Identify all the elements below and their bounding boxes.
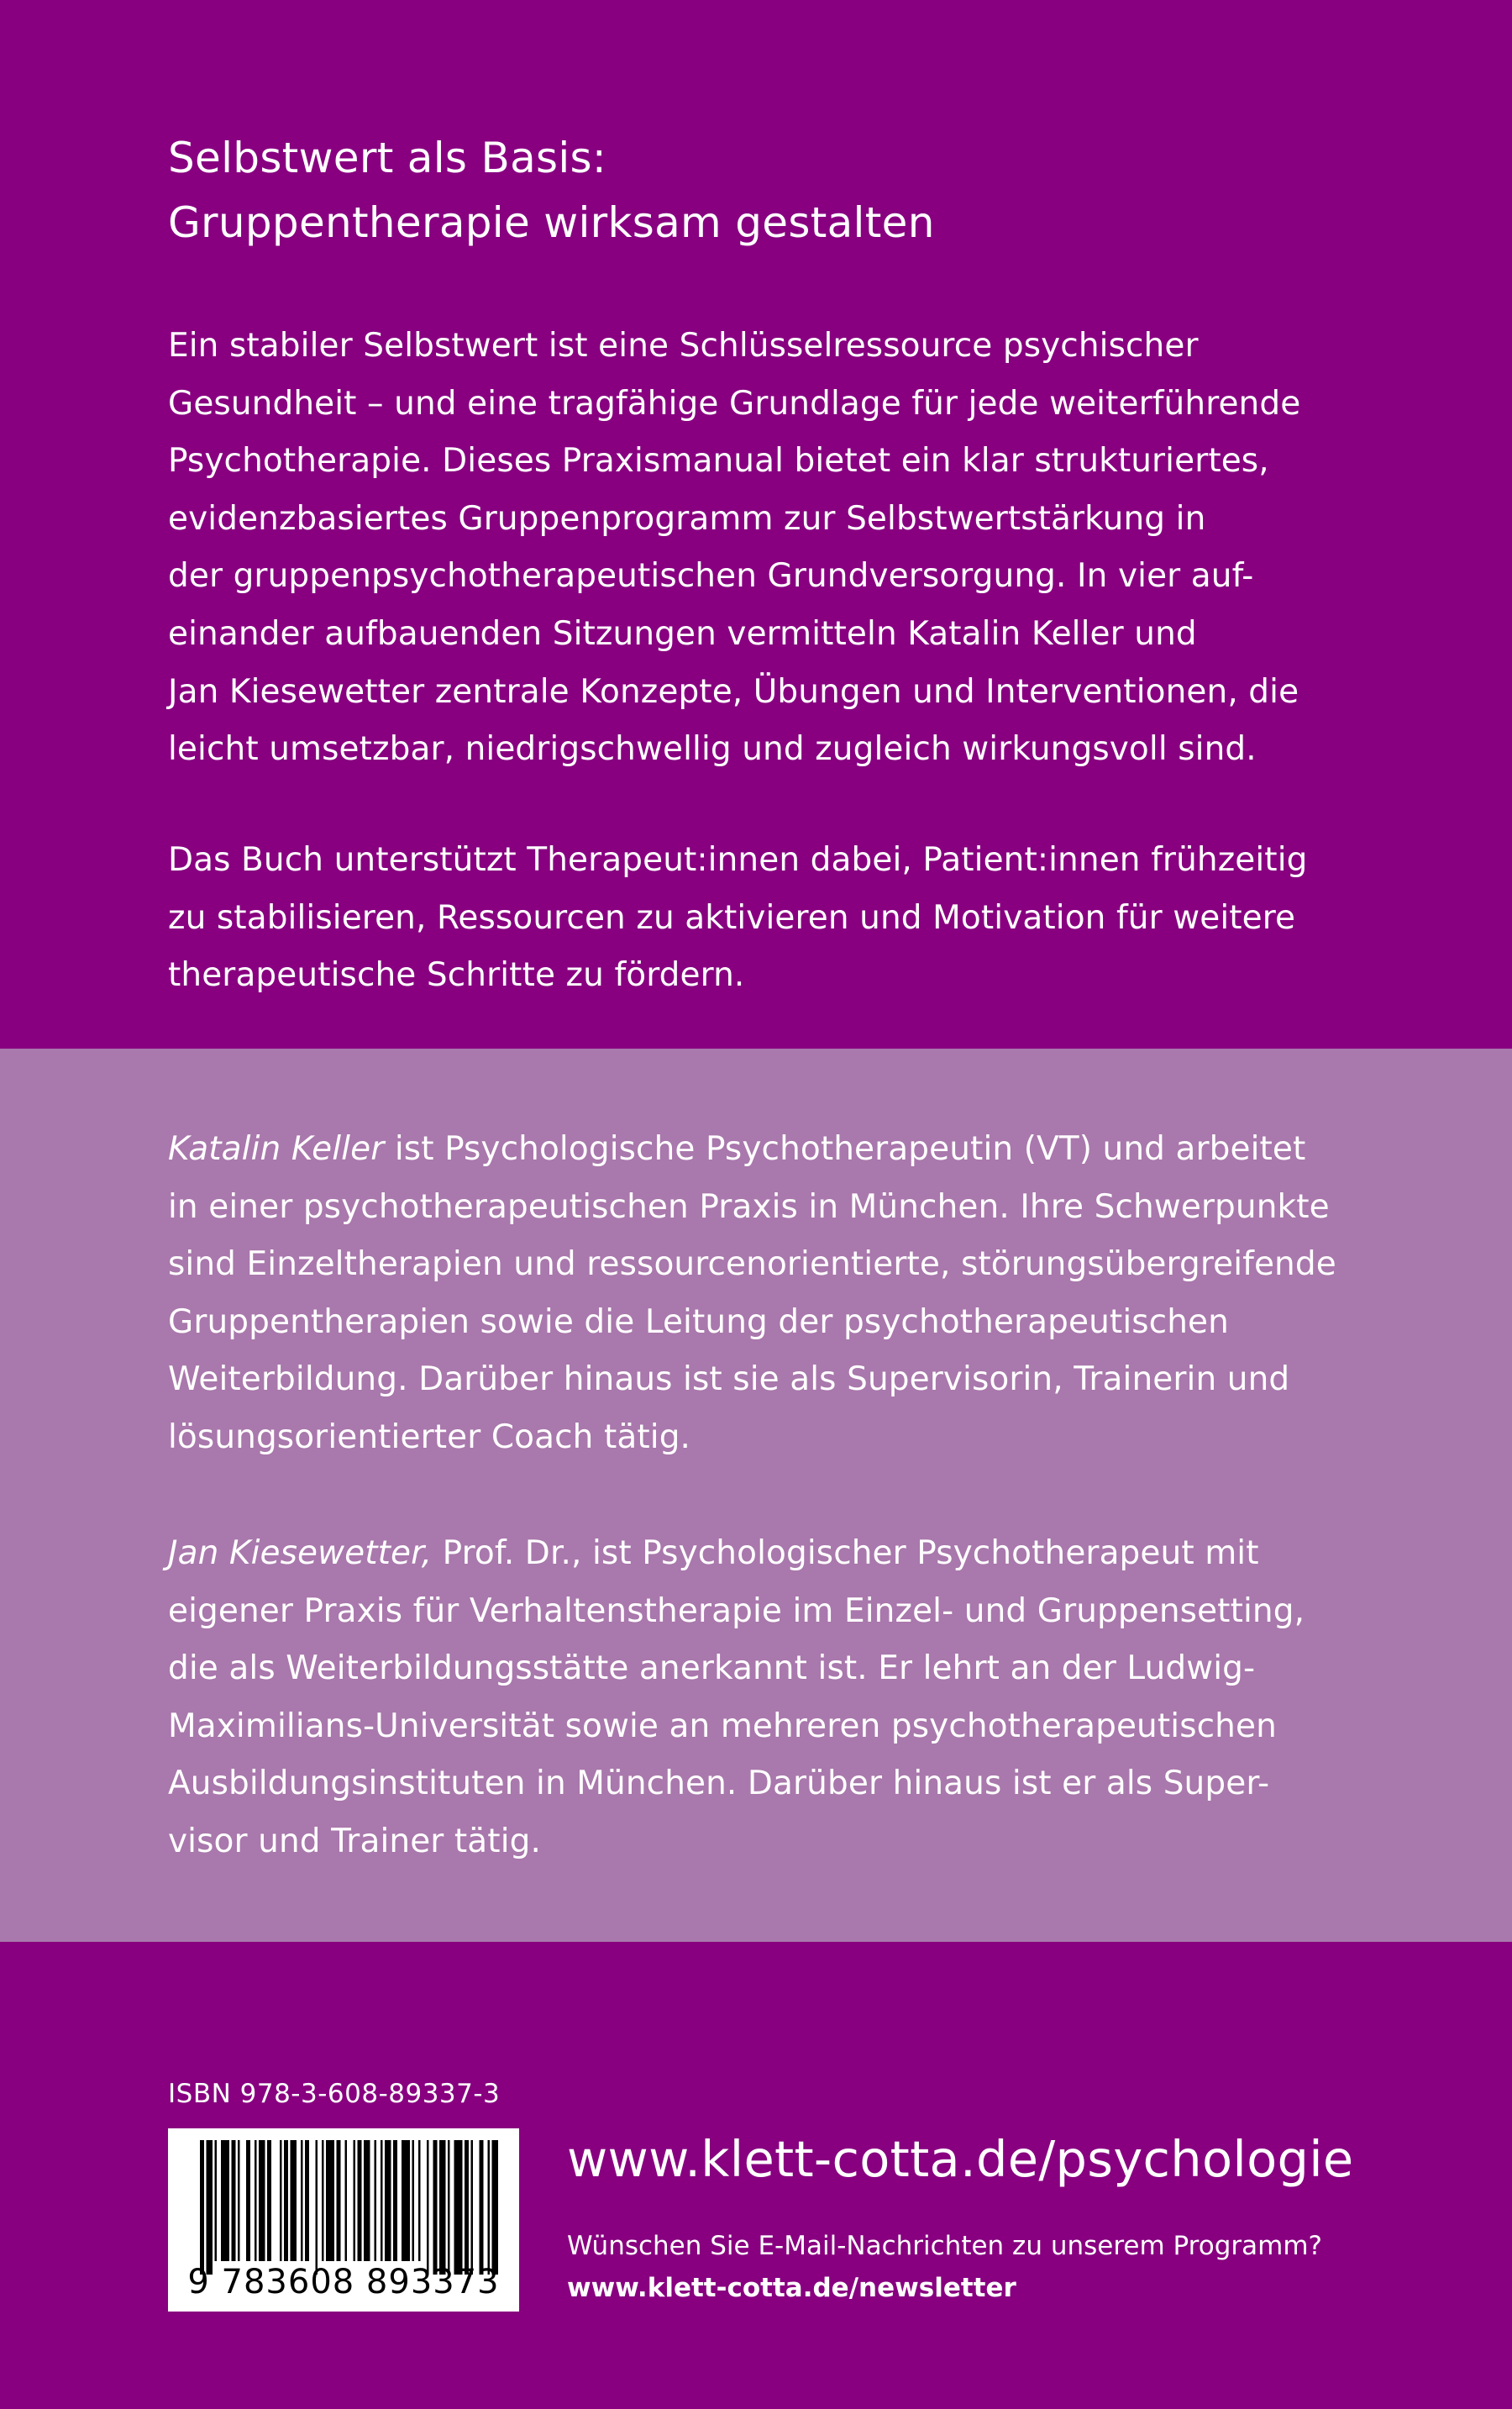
heading-line-1: Selbstwert als Basis: bbox=[168, 134, 607, 182]
barcode-digits: 9 783608 893373 bbox=[187, 2263, 500, 2301]
author2-line: eigener Praxis für Verhaltenstherapie im Einzel- und Gruppensetting, bbox=[168, 1591, 1305, 1630]
intro-line: Jan Kiesewetter zentrale Konzepte, Übungen und Interventionen, die bbox=[168, 672, 1299, 711]
author1-line: in einer psychotherapeutischen Praxis in München. Ihre Schwerpunkte bbox=[168, 1187, 1330, 1226]
intro-line: evidenzbasiertes Gruppenprogramm zur Selbstwertstärkung in bbox=[168, 499, 1206, 538]
author2-first-line-text: Prof. Dr., ist Psychologischer Psychotherapeut mit bbox=[432, 1534, 1259, 1572]
intro-line: leicht umsetzbar, niedrigschwellig und zugleich wirkungsvoll sind. bbox=[168, 730, 1257, 769]
newsletter-question: Wünschen Sie E-Mail-Nachrichten zu unserem Programm? bbox=[567, 2231, 1322, 2261]
author1-first-line-text: ist Psychologische Psychotherapeutin (VT) und arbeitet bbox=[384, 1130, 1306, 1168]
intro-paragraph bbox=[168, 318, 1394, 779]
author2-line: die als Weiterbildungsstätte anerkannt ist. Er lehrt an der Ludwig- bbox=[168, 1649, 1256, 1688]
author2-line: Ausbildungsinstituten in München. Darüber hinaus ist er als Super- bbox=[168, 1765, 1270, 1803]
intro-line: Psychotherapie. Dieses Praxismanual bietet ein klar strukturiertes, bbox=[168, 442, 1269, 481]
author1-first-line bbox=[168, 1121, 1394, 1179]
newsletter-link[interactable]: www.klett-cotta.de/newsletter bbox=[567, 2273, 1016, 2303]
author1-line: sind Einzeltherapien und ressourcenorientierte, störungsübergreifende bbox=[168, 1245, 1336, 1284]
support-line: Das Buch unterstützt Therapeut:innen dabei, Patient:innen frühzeitig bbox=[168, 841, 1308, 879]
author2-bio bbox=[168, 1525, 1394, 1871]
publisher-website-link[interactable]: www.klett-cotta.de/psychologie bbox=[567, 2130, 1354, 2188]
isbn-label: ISBN 978-3-608-89337-3 bbox=[168, 2079, 501, 2109]
author2-name: Jan Kiesewetter, bbox=[168, 1534, 433, 1572]
intro-line: der gruppenpsychotherapeutischen Grundversorgung. In vier auf- bbox=[168, 557, 1254, 596]
author1-bio bbox=[168, 1121, 1394, 1467]
author1-line: lösungsorientierter Coach tätig. bbox=[168, 1418, 691, 1456]
author2-first-line bbox=[168, 1525, 1394, 1583]
isbn-barcode bbox=[168, 2128, 519, 2312]
intro-line: Gesundheit – und eine tragfähige Grundlage für jede weiterführende bbox=[168, 384, 1301, 423]
author1-line: Gruppentherapien sowie die Leitung der psychotherapeutischen bbox=[168, 1302, 1229, 1341]
author1-line: Weiterbildung. Darüber hinaus ist sie als Supervisorin, Trainerin und bbox=[168, 1360, 1290, 1399]
author2-line: Maximilians-Universität sowie an mehreren psychotherapeutischen bbox=[168, 1707, 1277, 1745]
intro-line: Ein stabiler Selbstwert ist eine Schlüsselressource psychischer bbox=[168, 327, 1199, 365]
cover-heading bbox=[168, 126, 1386, 255]
support-paragraph bbox=[168, 832, 1394, 1005]
intro-line: einander aufbauenden Sitzungen vermitteln Katalin Keller und bbox=[168, 614, 1197, 653]
heading-line-2: Gruppentherapie wirksam gestalten bbox=[168, 198, 935, 247]
author1-name: Katalin Keller bbox=[168, 1130, 385, 1168]
support-line: zu stabilisieren, Ressourcen zu aktivieren und Motivation für weitere bbox=[168, 898, 1296, 937]
support-line: therapeutische Schritte zu fördern. bbox=[168, 956, 745, 995]
author2-line: visor und Trainer tätig. bbox=[168, 1822, 541, 1860]
